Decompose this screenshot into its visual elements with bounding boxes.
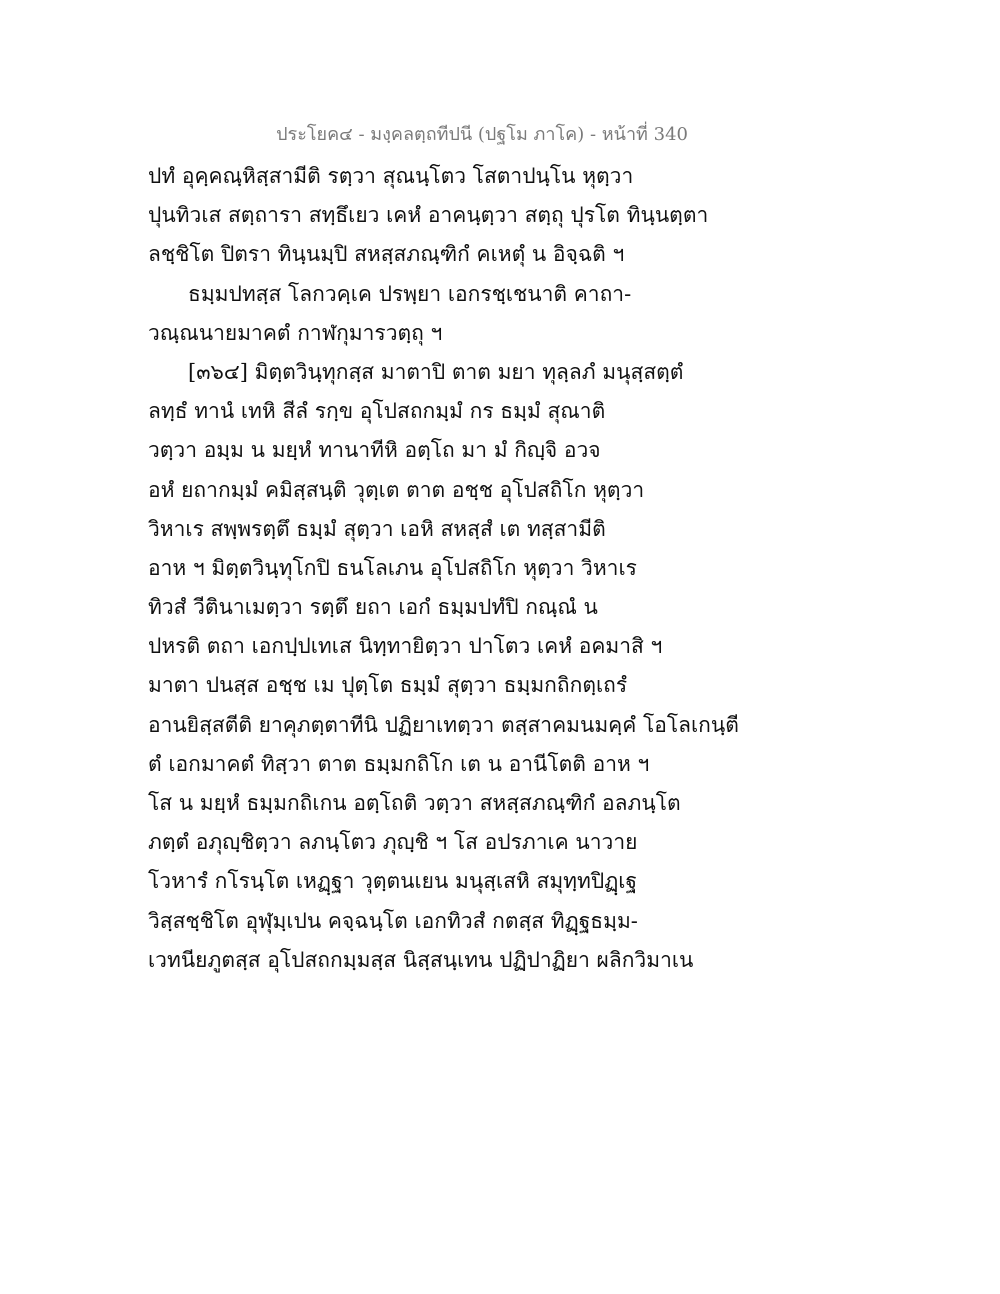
text-line: วณฺณนายมาคตํ กาฬกุมารวตฺถุ ฯ (148, 320, 443, 345)
text-line: ปหรติ ตถา เอกปฺปเทเส นิทฺทายิตฺวา ปาโตว เคหํ อคมาสิ ฯ (148, 634, 663, 659)
text-line: ลชฺชิโต ปิตรา ทินฺนมฺปิ สหสฺสภณฺฑิกํ คเหตุํ น อิจฺฉติ ฯ (148, 242, 625, 267)
text-line: ภตฺตํ อภุญฺชิตฺวา ลภนฺโตว ภุญฺชิ ฯ โส อปรภาเค นาวาย (148, 830, 638, 855)
text-line: โวหารํ กโรนฺโต เหฏฺฐา วุตฺตนเยน มนุสฺเสหิ สมุทฺทปิฏฺเฐ (148, 869, 638, 894)
paragraph-start-line: ธมฺมปทสฺส โลกวคฺเค ปรพฺยา เอกรชฺเชนาติ คาถา- (188, 281, 632, 306)
text-line: ปทํ อุคฺคณฺหิสฺสามีติ รตฺวา สุณนฺโตว โสตาปนฺโน หุตฺวา (148, 164, 634, 188)
text-line: ทิวสํ วีตินาเมตฺวา รตฺตึ ยถา เอกํ ธมฺมปทํปิ กณฺณํ น (148, 595, 598, 620)
text-line: เวทนียภูตสฺส อุโปสถกมฺมสฺส นิสฺสนฺเทน ปฏิปาฏิยา ผลิกวิมาเน (148, 947, 694, 972)
body-text (148, 157, 739, 980)
text-line: โส น มยฺหํ ธมฺมกถิเกน อตฺโถติ วตฺวา สหสฺสภณฺฑิกํ อลภนฺโต (148, 791, 681, 815)
text-line: อานยิสฺสตีติ ยาคุภตฺตาทีนิ ปฏิยาเทตฺวา ตสฺสาคมนมคฺคํ โอโลเกนฺตี (148, 712, 739, 737)
page-header: ประโยค๔ - มงฺคลตฺถทีปนี (ปฐโม ภาโค) - หน้าที่ 340 (276, 124, 688, 145)
text-line: วิสฺสชฺชิโต อุฬุมฺเปน คจฺฉนฺโต เอกทิวสํ กตสฺส ทิฏฺฐธมฺม- (148, 908, 638, 933)
text-line: ลทฺธํ ทานํ เทหิ สีลํ รกฺข อุโปสถกมฺมํ กร ธมฺมํ สุณาติ (148, 399, 606, 424)
text-line: อหํ ยถากมฺมํ คมิสฺสนฺติ วุตฺเต ตาต อชฺช อุโปสถิโก หุตฺวา (148, 477, 645, 502)
text-line: อาห ฯ มิตฺตวินฺทุโกปิ ธนโลเภน อุโปสถิโก หุตฺวา วิหาเร (148, 555, 637, 580)
text-line: ตํ เอกมาคตํ ทิสฺวา ตาต ธมฺมกถิโก เต น อานีโตติ อาห ฯ (148, 751, 650, 776)
paragraph-start-line: [๓๖๔] มิตฺตวินฺทุกสฺส มาตาปิ ตาต มยา ทุลฺลภํ มนุสฺสตฺตํ (188, 359, 684, 384)
text-line: วตฺวา อมฺม น มยฺหํ ทานาทีหิ อตฺโถ มา มํ กิญฺจิ อวจ (148, 438, 601, 463)
text-line: ปุนทิวเส สตฺถารา สทฺธึเยว เคหํ อาคนฺตฺวา สตฺถุ ปุรโต ทินฺนตฺตา (148, 203, 709, 228)
text-line: วิหาเร สพฺพรตฺตึ ธมฺมํ สุตฺวา เอหิ สหสฺสํ เต ทสฺสามีติ (148, 516, 606, 541)
text-line: มาตา ปนสฺส อชฺช เม ปุตฺโต ธมฺมํ สุตฺวา ธมฺมกถิกตฺเถรํ (148, 673, 628, 698)
